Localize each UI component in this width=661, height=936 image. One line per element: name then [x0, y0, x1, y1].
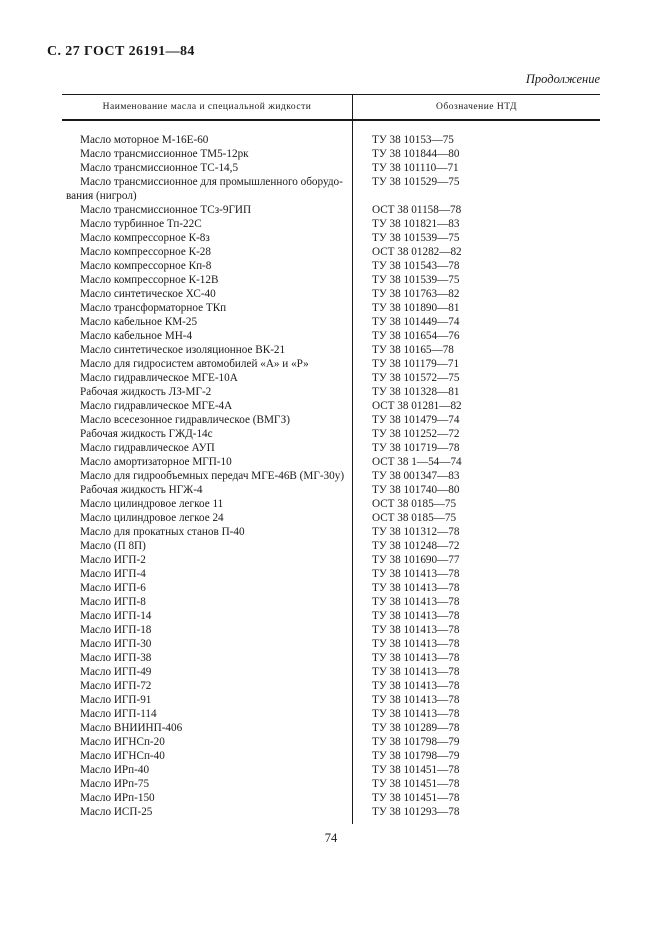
table-row [62, 121, 600, 147]
table-row [62, 399, 600, 413]
ntd-designation-cell: ОСТ 38 0185—75 [372, 512, 457, 524]
table-row [62, 749, 600, 763]
table-row [62, 413, 600, 427]
table-row [62, 259, 600, 273]
oil-name-line: Масло ИРп-150 [80, 792, 155, 804]
oil-name-cell [62, 651, 353, 665]
ntd-designation-cell: ТУ 38 101890—81 [372, 302, 460, 314]
oil-name-cell [62, 371, 353, 385]
oil-name-cell [62, 735, 353, 749]
oil-name-line: Масло ИГП-14 [80, 610, 152, 622]
oil-name-line: Масло трансмиссионное ТМ5-12рк [80, 148, 249, 160]
oil-name-cell [62, 609, 353, 623]
ntd-designation-cell: ТУ 38 101543—78 [372, 260, 460, 272]
ntd-designation-cell: ТУ 38 101719—78 [372, 442, 460, 454]
table-row [62, 651, 600, 665]
oil-name-cell [62, 791, 353, 805]
table-row [62, 175, 600, 203]
oil-name-line: Масло моторное М-16Е-60 [80, 134, 209, 146]
table-row [62, 315, 600, 329]
oil-name-cell [62, 455, 353, 469]
table-row [62, 497, 600, 511]
table-row [62, 161, 600, 175]
table-row [62, 553, 600, 567]
oil-name-line: Масло синтетическое ХС-40 [80, 288, 216, 300]
oil-name-line: Масло ИГП-18 [80, 624, 152, 636]
ntd-designation-cell: ОСТ 38 01282—82 [372, 246, 462, 258]
ntd-designation-cell: ОСТ 38 01158—78 [372, 204, 462, 216]
oil-name-line: Масло цилиндровое легкое 11 [80, 498, 224, 510]
table-row [62, 301, 600, 315]
table-row [62, 511, 600, 525]
column-header-oil-name: Наименование масла и специальной жидкости [62, 95, 353, 119]
oil-name-line: Масло (П 8П) [80, 540, 146, 552]
table-header-row [62, 95, 600, 121]
ntd-designation-cell: ТУ 38 101252—72 [372, 428, 460, 440]
oil-name-line: Масло кабельное МН-4 [80, 330, 193, 342]
oil-name-cell [62, 217, 353, 231]
oil-name-cell [62, 595, 353, 609]
ntd-designation-cell: ТУ 38 101248—72 [372, 540, 460, 552]
oil-name-line: Масло всесезонное гидравлическое (ВМГЗ) [80, 414, 290, 426]
ntd-designation-cell: ОСТ 38 0185—75 [372, 498, 457, 510]
table-row [62, 385, 600, 399]
ntd-designation-cell: ТУ 38 101328—81 [372, 386, 460, 398]
oil-name-line: Рабочая жидкость ГЖД-14с [80, 428, 213, 440]
oil-name-cell [62, 121, 353, 147]
oil-name-line: Масло трансмиссионное ТС-14,5 [80, 162, 239, 174]
oil-name-line: Масло ИГНСп-20 [80, 736, 165, 748]
oil-name-cell [62, 441, 353, 455]
oil-name-cell [62, 147, 353, 161]
table-row [62, 777, 600, 791]
oil-name-cell [62, 245, 353, 259]
table-row [62, 791, 600, 805]
ntd-designation-cell: ТУ 38 101413—78 [372, 596, 460, 608]
table-row [62, 707, 600, 721]
table-row [62, 693, 600, 707]
ntd-designation-cell: ТУ 38 101798—79 [372, 736, 460, 748]
continuation-label: Продолжение [525, 72, 600, 86]
oil-name-line: Масло гидравлическое МГЕ-4А [80, 400, 233, 412]
oil-name-line: Масло гидравлическое АУП [80, 442, 215, 454]
oil-name-cell [62, 483, 353, 497]
table-row [62, 609, 600, 623]
table-body [62, 121, 600, 819]
oil-name-cell [62, 203, 353, 217]
ntd-designation-cell: ТУ 38 10153—75 [372, 134, 454, 146]
oil-name-line: Масло трансформаторное ТКп [80, 302, 227, 314]
ntd-designation-cell: ТУ 38 101798—79 [372, 750, 460, 762]
oil-name-line: Масло турбинное Тп-22С [80, 218, 202, 230]
table-row [62, 231, 600, 245]
oil-name-cell [62, 301, 353, 315]
ntd-designation-cell: ТУ 38 101821—83 [372, 218, 460, 230]
oil-name-line: Масло ИГП-114 [80, 708, 157, 720]
oil-name-cell [62, 749, 353, 763]
table-row [62, 469, 600, 483]
oil-name-cell [62, 357, 353, 371]
oil-name-line: Масло ВНИИНП-406 [80, 722, 183, 734]
ntd-designation-cell: ТУ 38 101413—78 [372, 582, 460, 594]
ntd-designation-cell: ТУ 38 101844—80 [372, 148, 460, 160]
ntd-designation-cell: ТУ 38 101413—78 [372, 568, 460, 580]
oil-name-line: Масло ИГП-91 [80, 694, 152, 706]
table-row [62, 763, 600, 777]
page-number: 74 [324, 831, 338, 845]
table-row [62, 623, 600, 637]
ntd-designation-cell: ТУ 38 101451—78 [372, 778, 460, 790]
oil-name-cell [62, 693, 353, 707]
table-row [62, 329, 600, 343]
table-row [62, 455, 600, 469]
table-row [62, 371, 600, 385]
oil-name-cell [62, 469, 353, 483]
ntd-designation-cell: ТУ 38 001347—83 [372, 470, 460, 482]
ntd-designation-cell: ТУ 38 101413—78 [372, 694, 460, 706]
oil-name-line: Масло кабельное КМ-25 [80, 316, 198, 328]
column-divider-tail [62, 819, 353, 824]
ntd-designation-cell: ТУ 38 101413—78 [372, 624, 460, 636]
table-row [62, 343, 600, 357]
oil-name-cell [62, 637, 353, 651]
ntd-designation-cell: ТУ 38 101312—78 [372, 526, 460, 538]
oils-table [62, 94, 600, 824]
table-row [62, 245, 600, 259]
oil-name-line: Масло ИГП-4 [80, 568, 146, 580]
ntd-designation-cell: ТУ 38 101690—77 [372, 554, 460, 566]
ntd-designation-cell: ТУ 38 101451—78 [372, 764, 460, 776]
oil-name-line: Масло ИРп-75 [80, 778, 150, 790]
oil-name-line: Масло трансмиссионное для промышленного оборудо- [80, 176, 343, 188]
oil-name-line: Масло компрессорное К-8з [80, 232, 210, 244]
ntd-designation-cell: ТУ 38 101289—78 [372, 722, 460, 734]
table-row [62, 273, 600, 287]
oil-name-cell [62, 581, 353, 595]
oil-name-line: Масло ИГП-8 [80, 596, 146, 608]
ntd-designation-cell: ТУ 38 101740—80 [372, 484, 460, 496]
oil-name-line: Масло гидравлическое МГЕ-10А [80, 372, 238, 384]
oil-name-cell [62, 315, 353, 329]
column-header-ntd: Обозначение НТД [436, 102, 517, 112]
ntd-designation-cell: ТУ 38 101449—74 [372, 316, 460, 328]
oil-name-cell [62, 413, 353, 427]
oil-name-line: Рабочая жидкость ЛЗ-МГ-2 [80, 386, 212, 398]
oil-name-line: Рабочая жидкость НГЖ-4 [80, 484, 203, 496]
oil-name-line: Масло ИРп-40 [80, 764, 150, 776]
ntd-designation-cell: ТУ 38 10165—78 [372, 344, 454, 356]
table-row [62, 721, 600, 735]
oil-name-wrap-line: вания (нигрол) [66, 190, 137, 202]
ntd-designation-cell: ТУ 38 101654—76 [372, 330, 460, 342]
ntd-designation-cell: ТУ 38 101293—78 [372, 806, 460, 818]
oil-name-cell [62, 539, 353, 553]
table-row [62, 539, 600, 553]
table-row [62, 665, 600, 679]
oil-name-cell [62, 273, 353, 287]
ntd-designation-cell: ТУ 38 101413—78 [372, 680, 460, 692]
oil-name-line: Масло синтетическое изоляционное ВК-21 [80, 344, 286, 356]
oil-name-line: Масло для гидрообъемных передач МГЕ-46В (МГ-30у) [80, 470, 345, 482]
oil-name-line: Масло ИГП-30 [80, 638, 152, 650]
oil-name-cell [62, 399, 353, 413]
ntd-designation-cell: ТУ 38 101413—78 [372, 610, 460, 622]
table-row [62, 637, 600, 651]
oil-name-cell [62, 287, 353, 301]
oil-name-line: Масло компрессорное Кп-8 [80, 260, 212, 272]
oil-name-cell [62, 385, 353, 399]
table-row [62, 581, 600, 595]
table-row [62, 525, 600, 539]
table-row [62, 483, 600, 497]
oil-name-line: Масло ИГП-72 [80, 680, 152, 692]
oil-name-line: Масло для гидросистем автомобилей «А» и «Р» [80, 358, 309, 370]
oil-name-line: Масло компрессорное К-28 [80, 246, 211, 258]
oil-name-cell [62, 805, 353, 819]
table-row [62, 441, 600, 455]
oil-name-cell [62, 259, 353, 273]
oil-name-line: Масло компрессорное К-12В [80, 274, 219, 286]
oil-name-cell [62, 777, 353, 791]
ntd-designation-cell: ТУ 38 101529—75 [372, 176, 460, 188]
oil-name-cell [62, 567, 353, 581]
oil-name-line: Масло ИГНСп-40 [80, 750, 165, 762]
oil-name-cell [62, 161, 353, 175]
ntd-designation-cell: ТУ 38 101413—78 [372, 638, 460, 650]
oil-name-line: Масло ИГП-49 [80, 666, 152, 678]
ntd-designation-cell: ТУ 38 101451—78 [372, 792, 460, 804]
table-row [62, 567, 600, 581]
oil-name-line: Масло для прокатных станов П-40 [80, 526, 245, 538]
ntd-designation-cell: ТУ 38 101413—78 [372, 708, 460, 720]
oil-name-cell [62, 231, 353, 245]
table-row [62, 147, 600, 161]
ntd-designation-cell: ТУ 38 101179—71 [372, 358, 460, 370]
table-row [62, 427, 600, 441]
oil-name-line: Масло ИГП-2 [80, 554, 146, 566]
oil-name-cell [62, 679, 353, 693]
ntd-designation-cell: ТУ 38 101479—74 [372, 414, 460, 426]
oil-name-line: Масло трансмиссионное ТСз-9ГИП [80, 204, 252, 216]
oil-name-cell [62, 623, 353, 637]
table-row [62, 287, 600, 301]
oil-name-cell [62, 553, 353, 567]
oil-name-line: Масло ИГП-38 [80, 652, 152, 664]
oil-name-cell [62, 665, 353, 679]
ntd-designation-cell: ТУ 38 101413—78 [372, 666, 460, 678]
table-row [62, 357, 600, 371]
oil-name-cell [62, 707, 353, 721]
oil-name-cell [62, 427, 353, 441]
ntd-designation-cell: ОСТ 38 1—54—74 [372, 456, 462, 468]
oil-name-cell [62, 343, 353, 357]
ntd-designation-cell: ТУ 38 101539—75 [372, 274, 460, 286]
ntd-designation-cell: ТУ 38 101539—75 [372, 232, 460, 244]
oil-name-cell [62, 511, 353, 525]
ntd-designation-cell: ТУ 38 101413—78 [372, 652, 460, 664]
oil-name-cell [62, 329, 353, 343]
table-row [62, 217, 600, 231]
oil-name-line: Масло ИСП-25 [80, 806, 153, 818]
doc-header-title: С. 27 ГОСТ 26191—84 [47, 44, 195, 59]
table-row [62, 805, 600, 819]
table-row [62, 203, 600, 217]
ntd-designation-cell: ТУ 38 101572—75 [372, 372, 460, 384]
oil-name-cell [62, 721, 353, 735]
oil-name-cell [62, 763, 353, 777]
ntd-designation-cell: ТУ 38 101763—82 [372, 288, 460, 300]
table-row [62, 679, 600, 693]
ntd-designation-cell: ОСТ 38 01281—82 [372, 400, 462, 412]
oil-name-line: Масло цилиндровое легкое 24 [80, 512, 224, 524]
oil-name-cell [62, 497, 353, 511]
oil-name-cell [62, 525, 353, 539]
ntd-designation-cell: ТУ 38 101110—71 [372, 162, 459, 174]
oil-name-cell [62, 175, 353, 203]
table-row [62, 735, 600, 749]
oil-name-line: Масло ИГП-6 [80, 582, 146, 594]
table-row [62, 595, 600, 609]
oil-name-line: Масло амортизаторное МГП-10 [80, 456, 232, 468]
